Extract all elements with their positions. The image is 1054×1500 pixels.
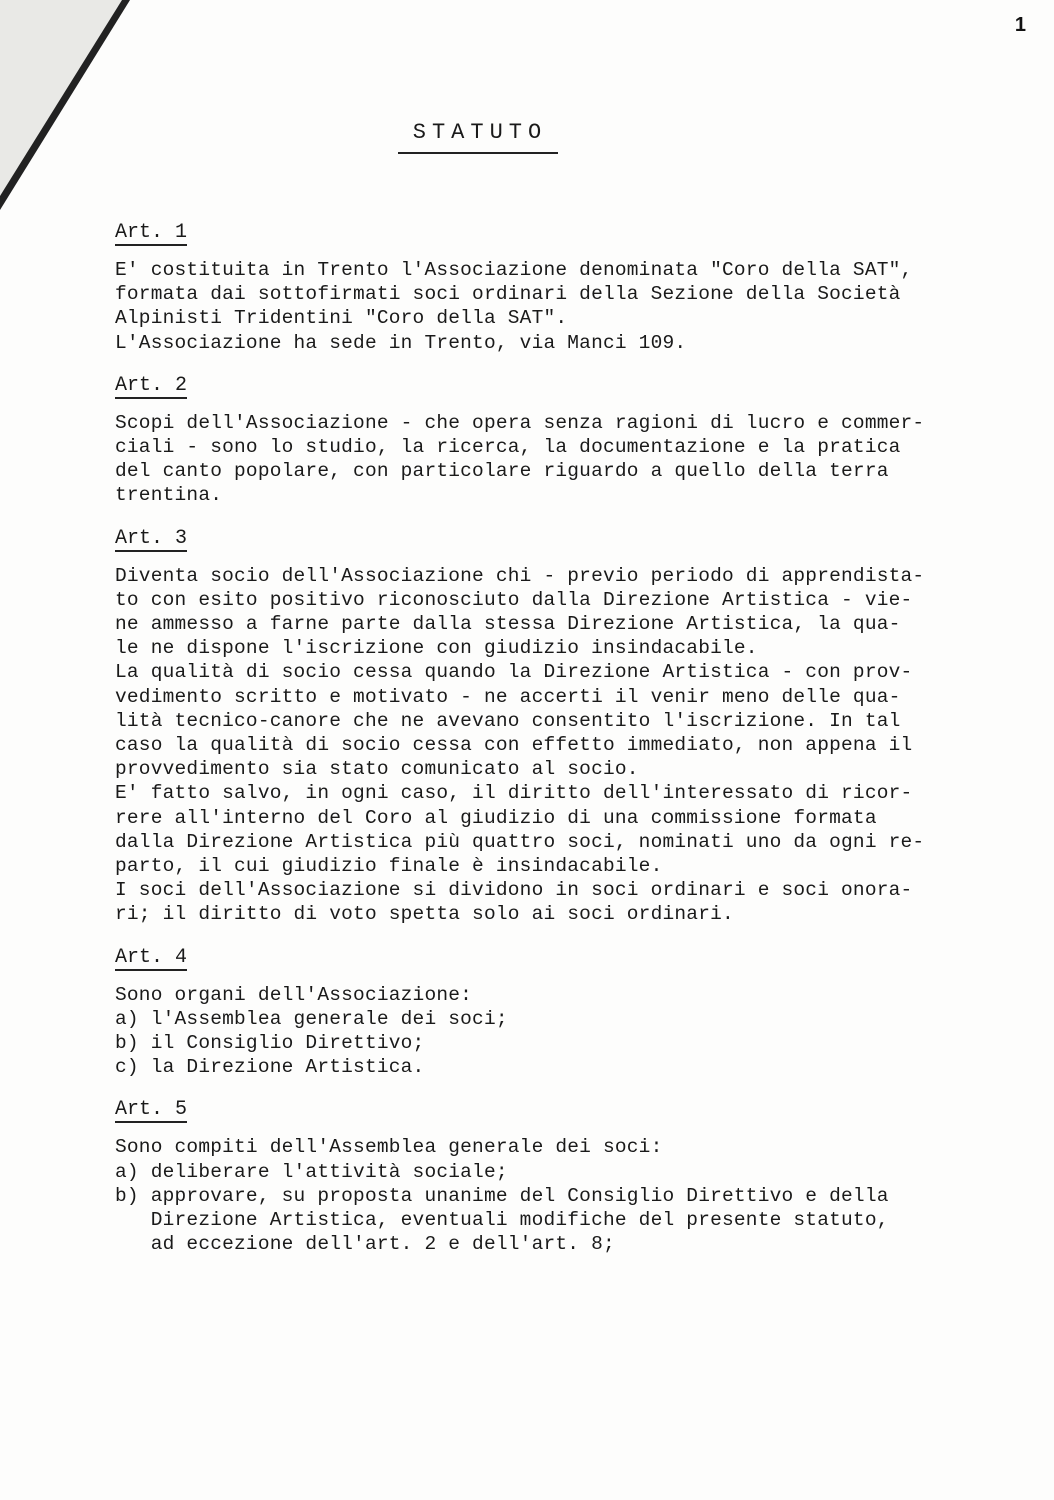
text-line: parto, il cui giudizio finale è insindacabile.: [115, 855, 663, 878]
text-line: Diventa socio dell'Associazione chi - previo periodo di apprendista-: [115, 564, 925, 587]
text-line: to con esito positivo riconosciuto dalla Direzione Artistica - vie-: [115, 588, 913, 611]
document-title: STATUTO: [412, 120, 548, 145]
article-heading: Art. 4: [115, 945, 188, 969]
text-line: E' costituita in Trento l'Associazione denominata "Coro della SAT",: [115, 259, 913, 281]
title-underline: [398, 152, 558, 154]
article-heading: Art. 3: [115, 526, 188, 550]
article-3: [115, 528, 995, 927]
text-line: del canto popolare, con particolare riguardo a quello della terra: [115, 460, 889, 483]
article-5: [115, 1099, 995, 1256]
text-line: b) il Consiglio Direttivo;: [115, 1032, 425, 1055]
text-line: le ne dispone l'iscrizione con giudizio insindacabile.: [115, 637, 758, 660]
text-line: L'Associazione ha sede in Trento, via Manci 109.: [115, 331, 687, 354]
text-line: ne ammesso a farne parte dalla stessa Direzione Artistica, la qua-: [115, 613, 901, 636]
text-line: ad eccezione dell'art. 2 e dell'art. 8;: [115, 1233, 615, 1256]
text-line: Sono compiti dell'Assemblea generale dei soci:: [115, 1136, 663, 1159]
article-1: [115, 222, 995, 355]
text-line: formata dai sottofirmati soci ordinari della Sezione della Società: [115, 283, 901, 306]
text-line: Alpinisti Tridentini "Coro della SAT".: [115, 307, 568, 330]
document-body: [115, 222, 995, 1277]
text-line: lità tecnico-canore che ne avevano consentito l'iscrizione. In tal: [115, 709, 901, 732]
text-line: ri; il diritto di voto spetta solo ai soci ordinari.: [115, 903, 734, 926]
text-line: La qualità di socio cessa quando la Direzione Artistica - con prov-: [115, 661, 913, 684]
text-line: ciali - sono lo studio, la ricerca, la documentazione e la pratica: [115, 436, 901, 459]
text-line: caso la qualità di socio cessa con effetto immediato, non appena il: [115, 734, 913, 757]
text-line: vedimento scritto e motivato - ne accerti il venir meno delle qua-: [115, 685, 901, 708]
text-line: c) la Direzione Artistica.: [115, 1056, 425, 1079]
text-line: I soci dell'Associazione si dividono in soci ordinari e soci onora-: [115, 879, 913, 902]
text-line: rere all'interno del Coro al giudizio di una commissione formata: [115, 806, 877, 829]
text-line: dalla Direzione Artistica più quattro soci, nominati uno da ogni re-: [115, 830, 925, 853]
text-line: Scopi dell'Associazione - che opera senza ragioni di lucro e commer-: [115, 411, 925, 434]
page-number: 1: [1014, 14, 1026, 36]
text-line: trentina.: [115, 484, 223, 507]
text-line: E' fatto salvo, in ogni caso, il diritto dell'interessato di ricor-: [115, 782, 913, 805]
article-heading: Art. 2: [115, 373, 188, 397]
text-line: a) deliberare l'attività sociale;: [115, 1160, 508, 1183]
text-line: Sono organi dell'Associazione:: [115, 983, 473, 1006]
text-line: b) approvare, su proposta unanime del Consiglio Direttivo e della: [115, 1184, 889, 1207]
article-heading: Art. 5: [115, 1098, 188, 1122]
text-line: Direzione Artistica, eventuali modifiche del presente statuto,: [115, 1209, 889, 1232]
article-2: [115, 375, 995, 508]
article-heading: Art. 1: [115, 221, 188, 244]
text-line: a) l'Assemblea generale dei soci;: [115, 1007, 508, 1030]
article-4: [115, 947, 995, 1080]
text-line: provvedimento sia stato comunicato al socio.: [115, 758, 639, 781]
